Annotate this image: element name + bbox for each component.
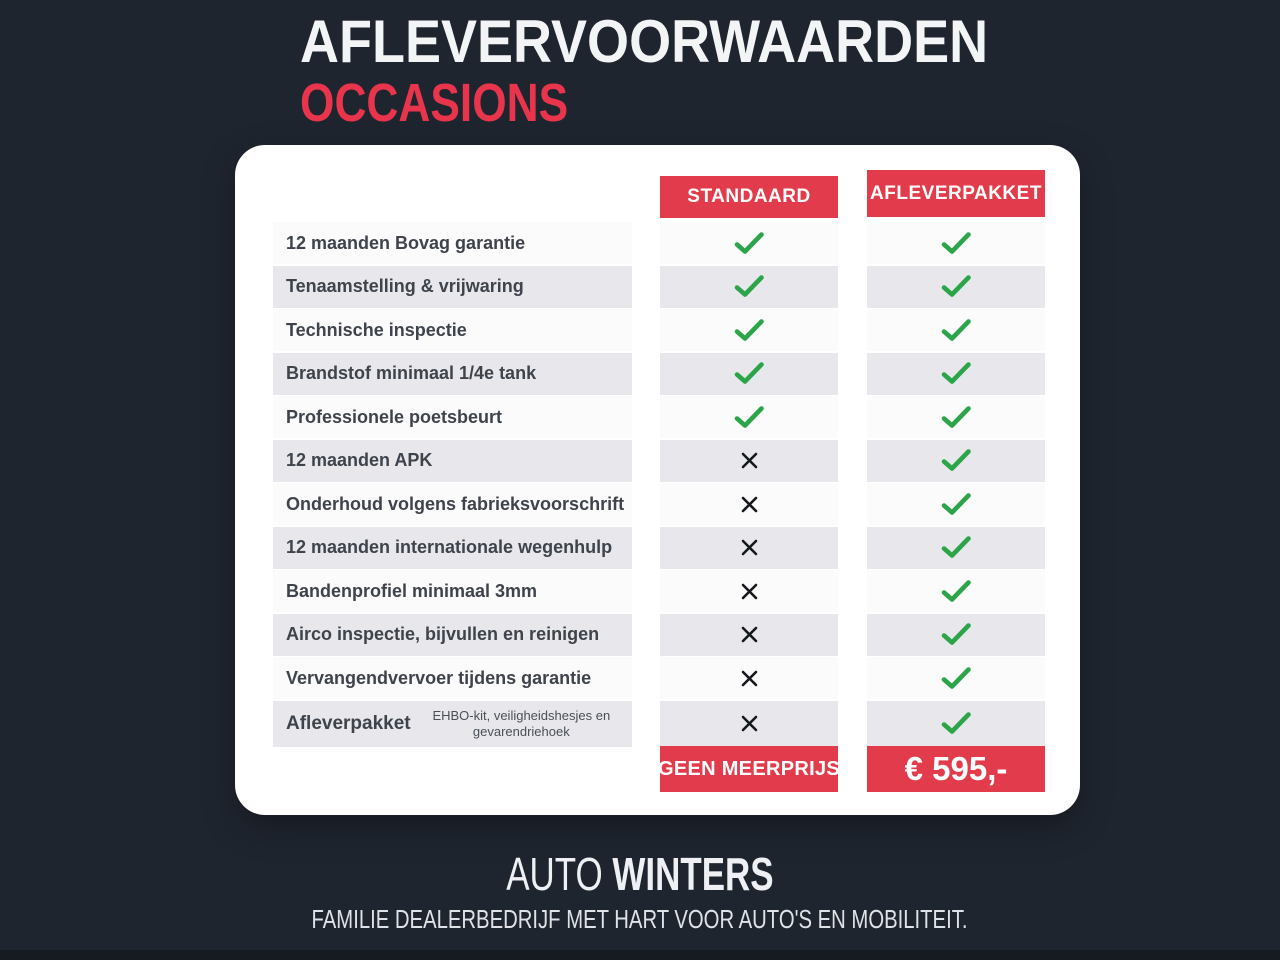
table-row [273, 396, 1045, 438]
afleverpakket-mark-cell [867, 353, 1045, 395]
check-icon [733, 275, 765, 298]
standaard-mark-cell [660, 309, 838, 351]
feature-label: Brandstof minimaal 1/4e tank [286, 363, 537, 383]
brand-name-bold: WINTERS [612, 848, 774, 900]
feature-label: Bandenprofiel minimaal 3mm [286, 580, 538, 601]
afleverpakket-mark-cell [867, 309, 1045, 351]
price-row [273, 746, 1045, 792]
afleverpakket-mark-cell [867, 527, 1045, 569]
page-subtitle: OCCASIONS [300, 73, 569, 133]
afleverpakket-mark-cell [867, 266, 1045, 308]
feature-label-cell [273, 701, 632, 747]
cross-icon [740, 625, 759, 644]
check-icon [940, 406, 972, 429]
cross-icon [740, 451, 759, 470]
column-header-afleverpakket: AFLEVERPAKKET [867, 170, 1045, 217]
check-icon [940, 319, 972, 342]
table-row [273, 440, 1045, 482]
feature-label-cell [273, 440, 632, 482]
feature-label-cell [273, 657, 632, 699]
brand-footer [0, 850, 1280, 935]
standaard-mark-cell [660, 701, 838, 747]
check-icon [940, 667, 972, 690]
feature-label-cell [273, 570, 632, 612]
afleverpakket-mark-cell [867, 483, 1045, 525]
feature-table [273, 222, 1045, 748]
standaard-price-badge: GEEN MEERPRIJS [660, 746, 838, 792]
bottom-strip [0, 950, 1280, 960]
feature-label: Vervangendvervoer tijdens garantie [286, 667, 592, 688]
brand-name-light: AUTO [506, 848, 603, 900]
feature-label: Professionele poetsbeurt [286, 406, 503, 427]
table-row [273, 570, 1045, 612]
afleverpakket-mark-cell [867, 614, 1045, 656]
standaard-mark-cell [660, 440, 838, 482]
feature-label: 12 maanden internationale wegenhulp [286, 537, 613, 557]
standaard-mark-cell [660, 570, 838, 612]
feature-label: Afleverpakket [286, 712, 411, 734]
check-icon [940, 449, 972, 472]
column-header-standaard: STANDAARD [660, 176, 838, 218]
afleverpakket-mark-cell [867, 657, 1045, 699]
feature-label-cell [273, 614, 632, 656]
feature-label-cell [273, 222, 632, 264]
table-row [273, 657, 1045, 699]
afleverpakket-price-badge: € 595,- [867, 746, 1045, 792]
table-row [273, 614, 1045, 656]
feature-label: 12 maanden Bovag garantie [286, 232, 526, 253]
afleverpakket-mark-cell [867, 396, 1045, 438]
feature-label-cell [273, 396, 632, 438]
standaard-mark-cell [660, 527, 838, 569]
brand-name [506, 850, 773, 898]
feature-label-cell [273, 309, 632, 351]
check-icon [733, 232, 765, 255]
check-icon [940, 275, 972, 298]
cross-icon [740, 714, 759, 733]
standaard-mark-cell [660, 657, 838, 699]
check-icon [940, 362, 972, 385]
price-row-spacer [273, 746, 660, 792]
feature-label-cell [273, 527, 632, 569]
feature-label: Technische inspectie [286, 319, 467, 340]
standaard-mark-cell [660, 222, 838, 264]
standaard-mark-cell [660, 483, 838, 525]
comparison-card [235, 145, 1080, 815]
afleverpakket-mark-cell [867, 222, 1045, 264]
cross-icon [740, 669, 759, 688]
feature-label: Tenaamstelling & vrijwaring [286, 276, 524, 296]
check-icon [940, 712, 972, 735]
afleverpakket-mark-cell [867, 701, 1045, 747]
check-icon [940, 580, 972, 603]
cross-icon [740, 538, 759, 557]
table-row [273, 266, 1045, 308]
standaard-mark-cell [660, 396, 838, 438]
cross-icon [740, 582, 759, 601]
table-row [273, 309, 1045, 351]
feature-label-cell [273, 483, 632, 525]
brand-tagline: FAMILIE DEALERBEDRIJF MET HART VOOR AUTO'S EN MOBILITEIT. [311, 904, 968, 935]
afleverpakket-mark-cell [867, 440, 1045, 482]
page-title: AFLEVERVOORWAARDEN [300, 8, 989, 75]
table-row [273, 701, 1045, 747]
feature-label: Onderhoud volgens fabrieksvoorschrift [286, 493, 625, 514]
standaard-mark-cell [660, 614, 838, 656]
cross-icon [740, 495, 759, 514]
table-row [273, 353, 1045, 395]
feature-label-cell [273, 266, 632, 308]
check-icon [940, 623, 972, 646]
table-row [273, 483, 1045, 525]
check-icon [733, 319, 765, 342]
standaard-mark-cell [660, 353, 838, 395]
feature-label-cell [273, 353, 632, 395]
check-icon [940, 232, 972, 255]
standaard-mark-cell [660, 266, 838, 308]
hero-header [300, 8, 1065, 133]
check-icon [940, 493, 972, 516]
afleverpakket-mark-cell [867, 570, 1045, 612]
feature-label: 12 maanden APK [286, 450, 433, 470]
table-row [273, 222, 1045, 264]
feature-sublabel: EHBO-kit, veiligheidshesjes en gevarendriehoek [432, 708, 611, 739]
check-icon [940, 536, 972, 559]
feature-label: Airco inspectie, bijvullen en reinigen [286, 624, 600, 644]
check-icon [733, 362, 765, 385]
table-row [273, 527, 1045, 569]
check-icon [733, 406, 765, 429]
